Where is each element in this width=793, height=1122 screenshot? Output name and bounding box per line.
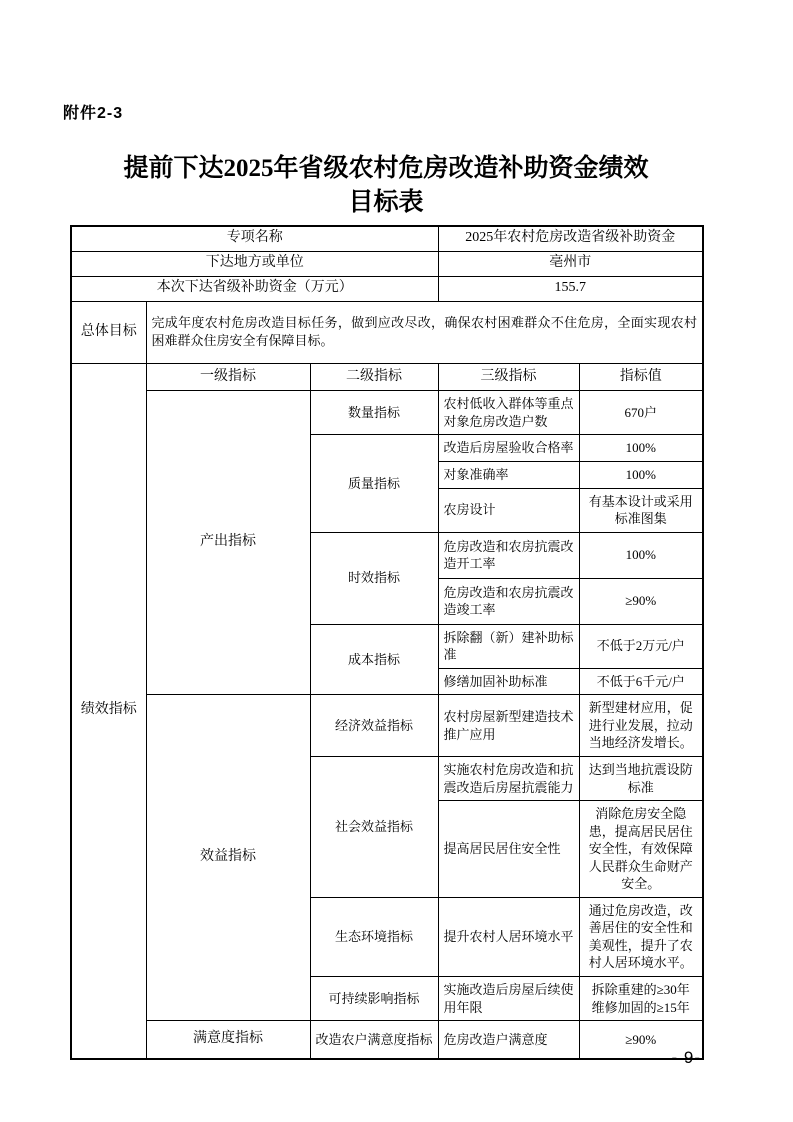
level2-economic: 经济效益指标 — [310, 695, 438, 757]
level1-satisfaction: 满意度指标 — [146, 1021, 310, 1059]
level3-indicator: 提高居民居住安全性 — [438, 801, 579, 898]
page-title — [70, 152, 702, 219]
indicator-value: ≥90% — [579, 578, 703, 624]
level3-indicator: 拆除翻（新）建补助标准 — [438, 624, 579, 668]
level3-indicator: 危房改造和农房抗震改造竣工率 — [438, 578, 579, 624]
level2-sustainability: 可持续影响指标 — [310, 976, 438, 1020]
level2-quality: 质量指标 — [310, 435, 438, 532]
indicator-value: 100% — [579, 435, 703, 462]
indicator-value: ≥90% — [579, 1021, 703, 1059]
table-row-fund-amount — [71, 276, 703, 301]
indicator-value: 通过危房改造，改善居住的安全性和美观性，提升了农村人居环境水平。 — [579, 897, 703, 976]
table-row-overall-goal — [71, 301, 703, 363]
table-row-indicator-headers — [71, 363, 703, 391]
overall-goal-value: 完成年度农村危房改造目标任务，做到应改尽改，确保农村困难群众不住危房，全面实现农村困难群众住房安全有保障目标。 — [146, 301, 703, 363]
level2-cost: 成本指标 — [310, 624, 438, 695]
fund-amount-value: 155.7 — [438, 276, 703, 301]
indicator-value: 达到当地抗震设防标准 — [579, 756, 703, 800]
level3-indicator: 实施农村危房改造和抗震改造后房屋抗震能力 — [438, 756, 579, 800]
overall-goal-label: 总体目标 — [71, 301, 146, 363]
level3-indicator: 农房设计 — [438, 488, 579, 532]
table-row — [71, 695, 703, 757]
level3-indicator: 提升农村人居环境水平 — [438, 897, 579, 976]
level1-benefit: 效益指标 — [146, 695, 310, 1021]
level2-timeliness: 时效指标 — [310, 532, 438, 624]
project-name-label: 专项名称 — [71, 226, 438, 251]
header-value: 指标值 — [579, 363, 703, 391]
header-level1: 一级指标 — [146, 363, 310, 391]
indicator-value: 有基本设计或采用标准图集 — [579, 488, 703, 532]
level2-environment: 生态环境指标 — [310, 897, 438, 976]
header-level2: 二级指标 — [310, 363, 438, 391]
performance-indicator-label: 绩效指标 — [71, 363, 146, 1059]
table-row — [71, 391, 703, 435]
recipient-label: 下达地方或单位 — [71, 251, 438, 276]
table-row — [71, 1021, 703, 1059]
recipient-value: 亳州市 — [438, 251, 703, 276]
indicator-value: 100% — [579, 462, 703, 489]
level1-output: 产出指标 — [146, 391, 310, 695]
indicator-value: 100% — [579, 532, 703, 578]
level3-indicator: 危房改造户满意度 — [438, 1021, 579, 1059]
level3-indicator: 农村低收入群体等重点对象危房改造户数 — [438, 391, 579, 435]
indicator-value: 新型建材应用，促进行业发展，拉动当地经济发增长。 — [579, 695, 703, 757]
indicator-value: 670户 — [579, 391, 703, 435]
level2-quantity: 数量指标 — [310, 391, 438, 435]
level3-indicator: 实施改造后房屋后续使用年限 — [438, 976, 579, 1020]
attachment-label: 附件2-3 — [63, 105, 124, 122]
indicator-value: 不低于2万元/户 — [579, 624, 703, 668]
header-level3: 三级指标 — [438, 363, 579, 391]
level3-indicator: 对象准确率 — [438, 462, 579, 489]
page-number: - 9- — [671, 1048, 701, 1067]
level3-indicator: 危房改造和农房抗震改造开工率 — [438, 532, 579, 578]
table-row-recipient — [71, 251, 703, 276]
project-name-value: 2025年农村危房改造省级补助资金 — [438, 226, 703, 251]
level3-indicator: 修缮加固补助标准 — [438, 668, 579, 695]
title-line-2: 目标表 — [348, 188, 424, 216]
fund-amount-label: 本次下达省级补助资金（万元） — [71, 276, 438, 301]
indicator-value: 拆除重建的≥30年 维修加固的≥15年 — [579, 976, 703, 1020]
table-row-project-name — [71, 226, 703, 251]
level2-social: 社会效益指标 — [310, 756, 438, 897]
indicator-value: 不低于6千元/户 — [579, 668, 703, 695]
title-line-1: 提前下达2025年省级农村危房改造补助资金绩效 — [123, 155, 649, 182]
level3-indicator: 农村房屋新型建造技术推广应用 — [438, 695, 579, 757]
indicator-value: 消除危房安全隐患，提高居民居住安全性，有效保障人民群众生命财产安全。 — [579, 801, 703, 898]
performance-target-table — [70, 225, 704, 1060]
level2-satisfaction: 改造农户满意度指标 — [310, 1021, 438, 1059]
level3-indicator: 改造后房屋验收合格率 — [438, 435, 579, 462]
